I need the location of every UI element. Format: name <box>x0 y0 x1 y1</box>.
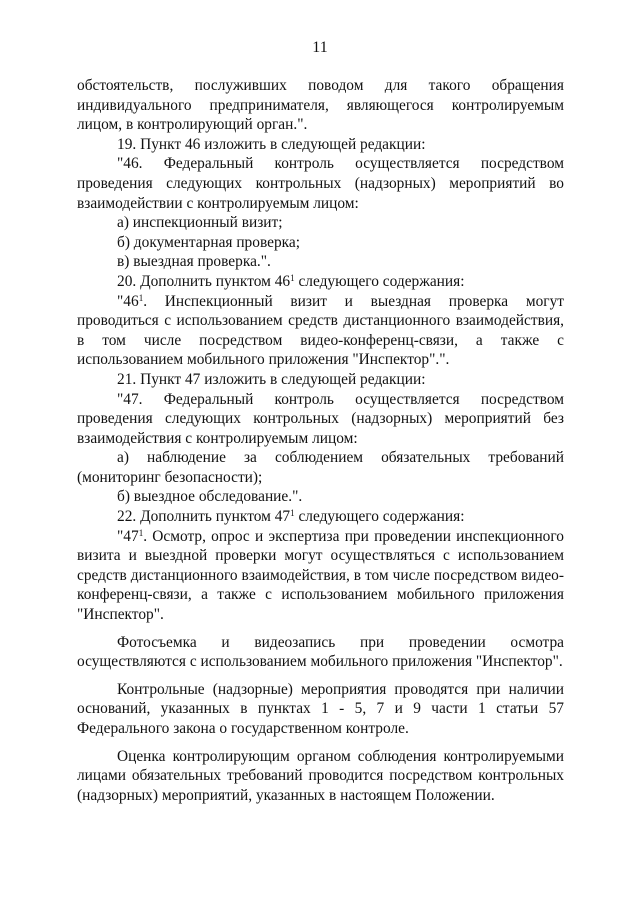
superscript: 1 <box>290 508 295 519</box>
superscript: 1 <box>138 292 144 303</box>
superscript: 1 <box>138 527 144 538</box>
paragraph <box>77 507 564 527</box>
paragraph: "47. Федеральный контроль осуществляется посредством проведения следующих контрольных (надзорных) мероприятий без взаимодействия с контролируемым лицом: <box>77 390 564 447</box>
list-item: а) наблюдение за соблюдением обязательных требований (мониторинг безопасности); <box>77 449 564 486</box>
paragraph <box>77 292 564 370</box>
text-fragment: 22. Дополнить пунктом 47 <box>117 508 291 526</box>
list-item: а) инспекционный визит; <box>117 214 283 232</box>
text-fragment: следующего содержания: <box>294 508 465 526</box>
text-fragment: "46 <box>117 292 139 310</box>
paragraph: "46. Федеральный контроль осуществляется посредством проведения следующих контрольных (надзорных) мероприятий во взаимодействии с контролируемым лицом: <box>77 155 564 212</box>
paragraph <box>77 527 564 625</box>
list-item: б) выездное обследование.". <box>117 488 303 506</box>
paragraph <box>77 272 564 292</box>
text-fragment: 20. Дополнить пунктом 46 <box>117 272 291 290</box>
document-body <box>77 76 564 805</box>
list-item: б) документарная проверка; <box>117 233 301 251</box>
text-fragment: следующего содержания: <box>294 272 465 290</box>
paragraph: Контрольные (надзорные) мероприятия проводятся при наличии оснований, указанных в пунктах 1 - 5, 7 и 9 части 1 статьи 57 Федерального закона о государственном контроле. <box>77 680 564 737</box>
paragraph: обстоятельств, послуживших поводом для такого обращения индивидуального предпринимателя, являющегося контролируемым лицом, в контролирующий орган.". <box>77 77 564 134</box>
paragraph: 21. Пункт 47 изложить в следующей редакции: <box>117 370 426 388</box>
paragraph: Оценка контролирующим органом соблюдения контролируемыми лицами обязательных требований проводится посредством контрольных (надзорных) мероприятий, указанных в настоящем Положении. <box>77 747 564 804</box>
text-fragment: . Осмотр, опрос и экспертиза при проведении инспекционного визита и выездной проверки могут осуществляться с использованием средств дистанционного взаимодействия, в том числе посредством видео-конференц-связи, а также с использованием мобильного приложения "Инспектор". <box>77 527 564 624</box>
text-fragment: . Инспекционный визит и выездная проверка могут проводиться с использованием средств дистанционного взаимодействия, в том числе посредством видео-конференц-связи, а также с использованием мобильного приложения "Инспектор".". <box>77 292 564 369</box>
text-fragment: "47 <box>117 527 139 545</box>
paragraph: Фотосъемка и видеозапись при проведении осмотра осуществляются с использованием мобильного приложения "Инспектор". <box>77 633 564 671</box>
page-number: 11 <box>312 39 328 56</box>
superscript: 1 <box>290 272 295 283</box>
list-item: в) выездная проверка.". <box>117 253 271 271</box>
paragraph: 19. Пункт 46 изложить в следующей редакции: <box>117 135 426 153</box>
